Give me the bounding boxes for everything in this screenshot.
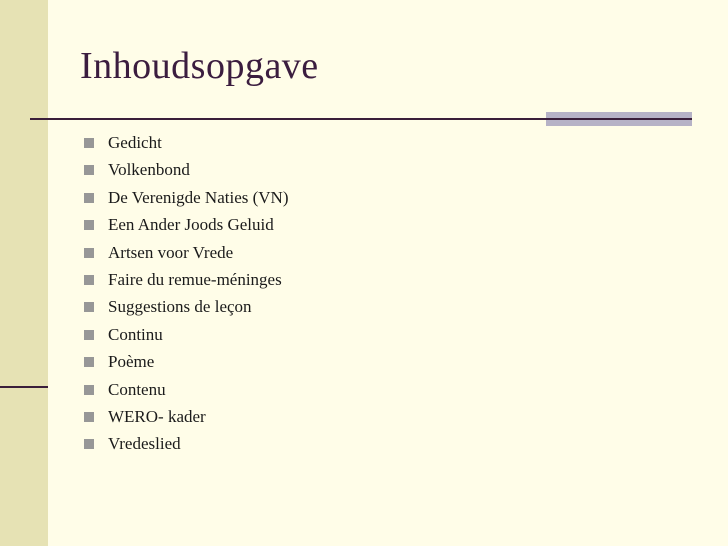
square-bullet-icon bbox=[84, 412, 94, 422]
list-item-label: Faire du remue-méninges bbox=[108, 269, 282, 289]
square-bullet-icon bbox=[84, 275, 94, 285]
list-item-label: Gedicht bbox=[108, 133, 162, 152]
square-bullet-icon bbox=[84, 248, 94, 258]
list-item-label: Continu bbox=[108, 324, 163, 344]
square-bullet-icon bbox=[84, 193, 94, 203]
square-bullet-icon bbox=[84, 385, 94, 395]
list-item-label: Artsen voor Vrede bbox=[108, 242, 234, 262]
square-bullet-icon bbox=[84, 165, 94, 175]
list-item-label: Volkenbond bbox=[108, 160, 190, 180]
list-item-label: WERO- kader bbox=[108, 406, 206, 426]
title-underline-accent-line bbox=[546, 118, 692, 120]
slide-title: Inhoudsopgave bbox=[80, 45, 319, 87]
list-item-label: Vredeslied bbox=[108, 434, 181, 454]
list-item-label: Contenu bbox=[108, 379, 166, 399]
square-bullet-icon bbox=[84, 302, 94, 312]
square-bullet-icon bbox=[84, 357, 94, 367]
square-bullet-icon bbox=[84, 439, 94, 449]
title-underline-accent bbox=[546, 112, 692, 126]
list-item-label: Suggestions de leçon bbox=[108, 297, 252, 317]
square-bullet-icon bbox=[84, 220, 94, 230]
slide-side-band bbox=[0, 0, 48, 546]
list-item-label: Poème bbox=[108, 352, 155, 372]
square-bullet-icon bbox=[84, 138, 94, 148]
list-item-label: Een Ander Joods Geluid bbox=[108, 215, 274, 235]
square-bullet-icon bbox=[84, 330, 94, 340]
list-item-label: De Verenigde Naties (VN) bbox=[108, 187, 289, 207]
side-band-divider bbox=[0, 386, 48, 388]
